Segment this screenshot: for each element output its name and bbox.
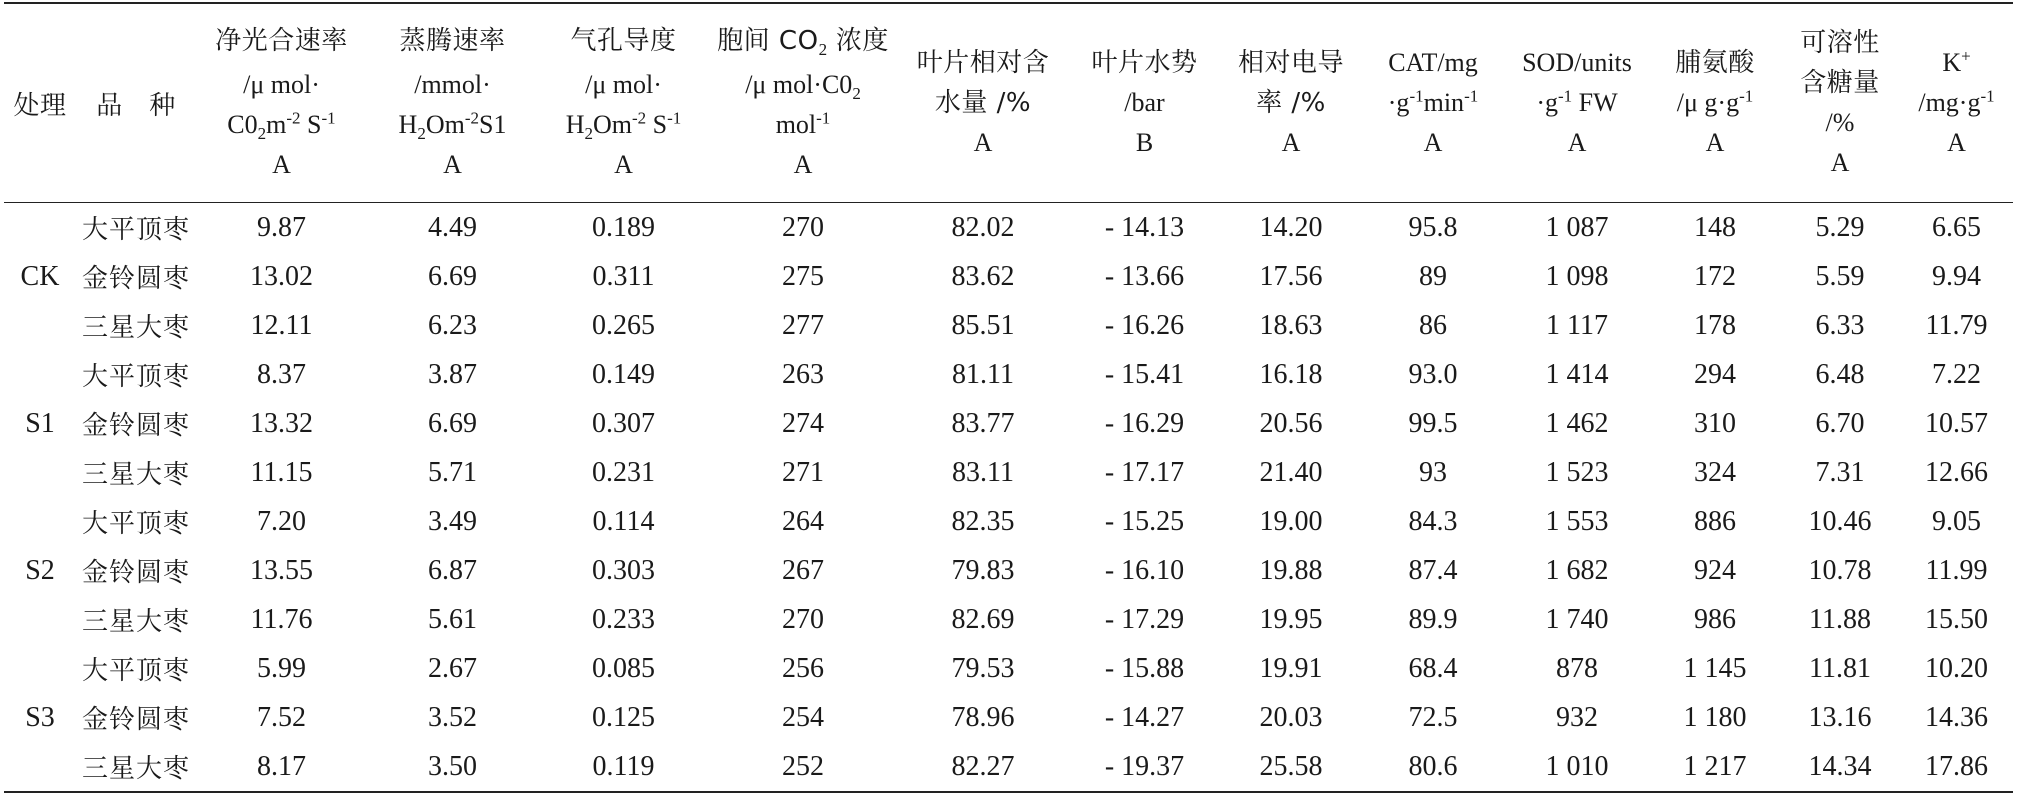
table-row [4, 595, 2013, 644]
value-cell: 19.91 [1259, 652, 1323, 684]
value-cell: 5.71 [428, 456, 477, 488]
value-cell: - 14.13 [1104, 211, 1185, 243]
table-row [4, 301, 2013, 350]
value-cell: 0.119 [592, 750, 655, 782]
value-cell: 11.81 [1809, 652, 1871, 684]
value-cell: 0.149 [592, 358, 655, 390]
value-cell: 95.8 [1408, 211, 1458, 243]
value-cell: 0.265 [592, 309, 655, 341]
table-row [4, 693, 2013, 742]
value-cell: 93 [1419, 456, 1447, 488]
value-cell: 1 010 [1545, 750, 1609, 782]
variety-cell: 大平顶枣 [81, 362, 190, 392]
value-cell: 84.3 [1408, 505, 1458, 537]
header-cat: CAT/mg $\cdot g^{-1}\min^{-1}$ A [1362, 3, 1504, 203]
value-cell: 10.78 [1808, 554, 1872, 586]
value-cell: 932 [1556, 701, 1598, 733]
value-cell: 10.20 [1925, 652, 1988, 684]
value-cell: 11.15 [250, 456, 313, 488]
value-cell: 86 [1419, 309, 1447, 341]
value-cell: 83.62 [951, 260, 1015, 292]
value-cell: 0.307 [592, 407, 655, 439]
value-cell: 1 740 [1545, 603, 1609, 635]
value-cell: 0.233 [592, 603, 655, 635]
value-cell: 878 [1556, 652, 1598, 684]
variety-cell: 金铃圆枣 [81, 558, 190, 588]
value-cell: 256 [782, 652, 824, 684]
header-sod: SOD/units $\cdot g^{-1}$ FW A [1504, 3, 1650, 203]
value-cell: 3.49 [428, 505, 477, 537]
value-cell: 6.65 [1932, 211, 1981, 243]
value-cell: 148 [1694, 211, 1736, 243]
value-cell: 886 [1694, 505, 1736, 537]
value-cell: 10.46 [1808, 505, 1872, 537]
value-cell: 9.87 [257, 211, 306, 243]
value-cell: - 14.27 [1104, 701, 1185, 733]
value-cell: 1 217 [1683, 750, 1747, 782]
header-proline: 脯氨酸 /μ $g\cdot g^{-1}$ A [1650, 3, 1780, 203]
header-intercellular-co2: 胞间 $CO_2$ 浓度 /μ $mol\cdot C0_2$ mol$^{-1}$ A [709, 3, 897, 203]
value-cell: 2.67 [428, 652, 477, 684]
header-stomatal-conductance: 气孔导度 /μ mol· $H_2Om^{-2}$ $S^{-1}$ A [538, 3, 709, 203]
value-cell: 924 [1694, 554, 1736, 586]
treatment-cell: S3 [25, 701, 55, 733]
value-cell: 324 [1694, 456, 1736, 488]
value-cell: 89 [1419, 260, 1447, 292]
value-cell: 14.20 [1259, 211, 1323, 243]
table-body [4, 203, 2013, 793]
value-cell: 7.52 [257, 701, 306, 733]
value-cell: 9.94 [1932, 260, 1981, 292]
value-cell: 93.0 [1408, 358, 1458, 390]
value-cell: 294 [1694, 358, 1736, 390]
table-row [4, 546, 2013, 595]
value-cell: 5.99 [257, 652, 306, 684]
value-cell: 13.55 [250, 554, 313, 586]
value-cell: 1 098 [1545, 260, 1609, 292]
value-cell: 178 [1694, 309, 1736, 341]
variety-cell: 大平顶枣 [81, 656, 190, 686]
variety-cell: 金铃圆枣 [81, 411, 190, 441]
table-row [4, 203, 2013, 253]
value-cell: 0.303 [592, 554, 655, 586]
value-cell: 82.35 [951, 505, 1015, 537]
value-cell: 17.86 [1925, 750, 1988, 782]
value-cell: 18.63 [1259, 309, 1323, 341]
value-cell: 986 [1694, 603, 1736, 635]
header-treatment: 处理 [4, 3, 76, 203]
value-cell: 79.83 [951, 554, 1015, 586]
value-cell: 267 [782, 554, 824, 586]
value-cell: 0.114 [592, 505, 655, 537]
value-cell: 6.23 [428, 309, 477, 341]
header-leaf-water-potential: 叶片水势 /bar B [1069, 3, 1220, 203]
value-cell: 13.16 [1808, 701, 1872, 733]
value-cell: 5.29 [1815, 211, 1865, 243]
value-cell: 11.88 [1809, 603, 1871, 635]
variety-cell: 三星大枣 [81, 313, 190, 343]
variety-cell: 金铃圆枣 [81, 264, 190, 294]
table-row [4, 644, 2013, 693]
value-cell: 81.11 [952, 358, 1014, 390]
value-cell: 14.36 [1925, 701, 1988, 733]
variety-cell: 大平顶枣 [81, 509, 190, 539]
value-cell: 13.32 [250, 407, 313, 439]
value-cell: 19.95 [1259, 603, 1323, 635]
value-cell: - 15.41 [1104, 358, 1185, 390]
value-cell: 11.76 [250, 603, 313, 635]
value-cell: 277 [782, 309, 824, 341]
value-cell: 0.231 [592, 456, 655, 488]
value-cell: - 16.26 [1104, 309, 1185, 341]
header-potassium: K+ $/mg\cdot g^{-1}$ A [1900, 3, 2013, 203]
value-cell: - 16.29 [1104, 407, 1185, 439]
value-cell: 19.00 [1259, 505, 1323, 537]
value-cell: 17.56 [1259, 260, 1323, 292]
value-cell: 15.50 [1925, 603, 1988, 635]
value-cell: 85.51 [951, 309, 1015, 341]
treatment-cell: S1 [25, 407, 55, 439]
value-cell: 310 [1694, 407, 1736, 439]
value-cell: - 19.37 [1104, 750, 1185, 782]
value-cell: 1 523 [1545, 456, 1609, 488]
value-cell: 83.11 [952, 456, 1014, 488]
table-row [4, 448, 2013, 497]
value-cell: 78.96 [951, 701, 1015, 733]
value-cell: - 17.29 [1104, 603, 1185, 635]
value-cell: 264 [782, 505, 824, 537]
value-cell: 4.49 [428, 211, 477, 243]
value-cell: 6.87 [428, 554, 477, 586]
value-cell: 25.58 [1259, 750, 1323, 782]
value-cell: 21.40 [1259, 456, 1323, 488]
value-cell: 6.48 [1815, 358, 1865, 390]
header-row [4, 3, 2013, 203]
value-cell: 3.52 [428, 701, 477, 733]
value-cell: 3.50 [428, 750, 477, 782]
variety-cell: 金铃圆枣 [81, 705, 190, 735]
value-cell: 1 553 [1545, 505, 1609, 537]
value-cell: - 15.25 [1104, 505, 1185, 537]
value-cell: - 15.88 [1104, 652, 1185, 684]
value-cell: 6.69 [428, 407, 477, 439]
value-cell: 172 [1694, 260, 1736, 292]
header-relative-conductivity: 相对电导 率 /% A [1220, 3, 1362, 203]
table-row [4, 497, 2013, 546]
variety-cell: 三星大枣 [81, 607, 190, 637]
value-cell: 1 462 [1545, 407, 1609, 439]
treatment-cell: S2 [25, 554, 55, 586]
value-cell: 275 [782, 260, 824, 292]
value-cell: 8.17 [257, 750, 306, 782]
value-cell: 10.57 [1925, 407, 1988, 439]
value-cell: 6.70 [1815, 407, 1865, 439]
value-cell: 0.125 [592, 701, 655, 733]
value-cell: 87.4 [1408, 554, 1458, 586]
value-cell: - 13.66 [1104, 260, 1185, 292]
value-cell: 9.05 [1932, 505, 1981, 537]
data-table [4, 2, 2013, 793]
value-cell: 13.02 [250, 260, 313, 292]
header-relative-water-content: 叶片相对含 水量 /% A [897, 3, 1069, 203]
value-cell: 20.56 [1259, 407, 1323, 439]
value-cell: 82.02 [951, 211, 1015, 243]
value-cell: 7.20 [257, 505, 306, 537]
value-cell: 80.6 [1408, 750, 1458, 782]
value-cell: 5.61 [428, 603, 477, 635]
value-cell: 82.69 [951, 603, 1015, 635]
value-cell: 82.27 [951, 750, 1015, 782]
value-cell: 1 087 [1545, 211, 1609, 243]
value-cell: 72.5 [1408, 701, 1458, 733]
value-cell: 99.5 [1408, 407, 1458, 439]
value-cell: 263 [782, 358, 824, 390]
value-cell: 1 117 [1546, 309, 1608, 341]
value-cell: - 17.17 [1104, 456, 1185, 488]
variety-cell: 三星大枣 [81, 754, 190, 784]
value-cell: 12.11 [250, 309, 313, 341]
value-cell: 19.88 [1259, 554, 1323, 586]
value-cell: 274 [782, 407, 824, 439]
value-cell: 270 [782, 211, 824, 243]
value-cell: 270 [782, 603, 824, 635]
header-soluble-sugar: 可溶性 含糖量 /% A [1780, 3, 1900, 203]
table-row [4, 399, 2013, 448]
value-cell: 89.9 [1408, 603, 1458, 635]
value-cell: 7.22 [1932, 358, 1981, 390]
value-cell: 0.311 [592, 260, 655, 292]
value-cell: 8.37 [257, 358, 306, 390]
value-cell: 3.87 [428, 358, 477, 390]
value-cell: 79.53 [951, 652, 1015, 684]
value-cell: 68.4 [1408, 652, 1458, 684]
value-cell: - 16.10 [1104, 554, 1185, 586]
variety-cell: 三星大枣 [81, 460, 190, 490]
value-cell: 1 414 [1545, 358, 1609, 390]
value-cell: 1 145 [1683, 652, 1747, 684]
value-cell: 12.66 [1925, 456, 1988, 488]
value-cell: 252 [782, 750, 824, 782]
value-cell: 83.77 [951, 407, 1015, 439]
value-cell: 6.33 [1815, 309, 1865, 341]
value-cell: 0.189 [592, 211, 655, 243]
header-variety: 品 种 [76, 3, 196, 203]
value-cell: 1 682 [1545, 554, 1609, 586]
value-cell: 0.085 [592, 652, 655, 684]
value-cell: 20.03 [1259, 701, 1323, 733]
header-net-photosynthetic-rate: 净光合速率 /μ mol· $C0_2m^{-2}$ $S^{-1}$ A [196, 3, 367, 203]
header-transpiration-rate: 蒸腾速率 /mmol· $H_2Om^{-2}S1$ A [367, 3, 538, 203]
value-cell: 254 [782, 701, 824, 733]
table-row [4, 742, 2013, 792]
value-cell: 11.99 [1925, 554, 1988, 586]
variety-cell: 大平顶枣 [81, 215, 190, 245]
value-cell: 14.34 [1808, 750, 1872, 782]
value-cell: 1 180 [1683, 701, 1747, 733]
table-row [4, 252, 2013, 301]
value-cell: 271 [782, 456, 824, 488]
value-cell: 16.18 [1259, 358, 1323, 390]
value-cell: 11.79 [1925, 309, 1988, 341]
table-row [4, 350, 2013, 399]
value-cell: 6.69 [428, 260, 477, 292]
treatment-cell: CK [20, 260, 60, 292]
value-cell: 5.59 [1815, 260, 1865, 292]
value-cell: 7.31 [1815, 456, 1865, 488]
